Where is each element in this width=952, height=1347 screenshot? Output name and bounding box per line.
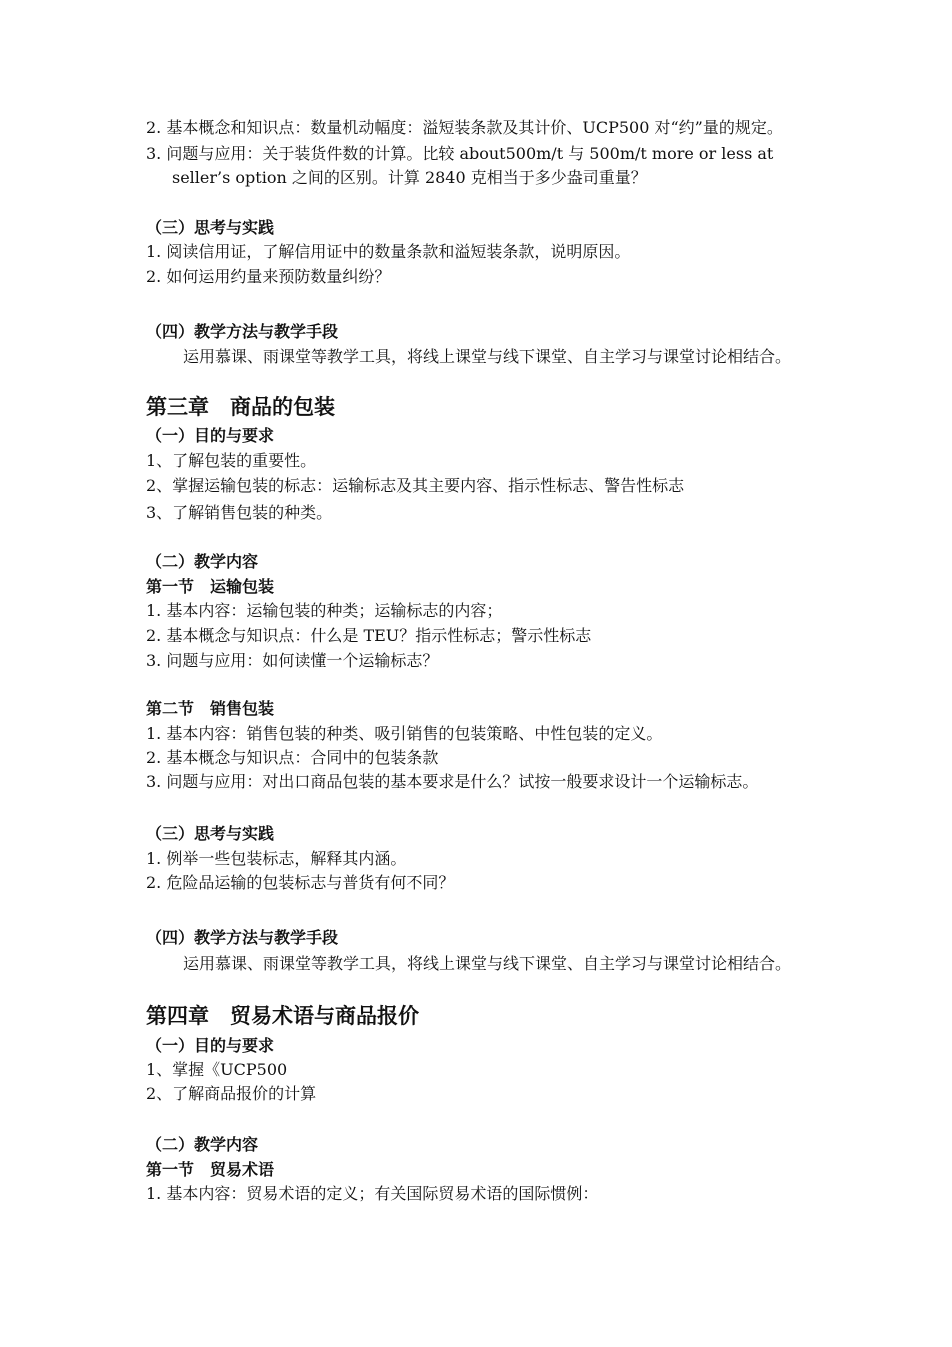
section-heading: （四）教学方法与教学手段 xyxy=(146,322,339,341)
text-line: 1. 基本内容：销售包装的种类、吸引销售的包装策略、中性包装的定义。 xyxy=(146,724,663,743)
text-line: 1. 阅读信用证，了解信用证中的数量条款和溢短装条款，说明原因。 xyxy=(146,242,631,261)
text-line: 1、了解包装的重要性。 xyxy=(146,451,317,470)
text-line: 1. 基本内容：贸易术语的定义；有关国际贸易术语的国际惯例： xyxy=(146,1184,599,1203)
text-line: 3. 问题与应用：如何读懂一个运输标志？ xyxy=(146,651,439,670)
section-heading: （一）目的与要求 xyxy=(146,426,275,445)
chapter-title: 第三章 商品的包装 xyxy=(146,394,335,419)
section-heading: （三）思考与实践 xyxy=(146,218,275,237)
text-line: 2. 基本概念和知识点：数量机动幅度：溢短装条款及其计价、UCP500 对“约”量的规定。 xyxy=(146,118,783,137)
section-heading: （二）教学内容 xyxy=(146,1135,259,1154)
text-line: 2、了解商品报价的计算 xyxy=(146,1084,317,1103)
text-line: 1. 例举一些包装标志，解释其内涵。 xyxy=(146,849,407,868)
text-line: 3. 问题与应用：对出口商品包装的基本要求是什么？试按一般要求设计一个运输标志。 xyxy=(146,772,759,791)
text-line: 1、掌握《UCP500 xyxy=(146,1060,288,1079)
subsection-heading: 第一节 贸易术语 xyxy=(146,1160,275,1179)
text-line: 2、掌握运输包装的标志：运输标志及其主要内容、指示性标志、警告性标志 xyxy=(146,476,685,495)
chapter-title: 第四章 贸易术语与商品报价 xyxy=(146,1003,419,1028)
text-line: 2. 基本概念与知识点：什么是 TEU？指示性标志；警示性标志 xyxy=(146,626,592,645)
text-line: seller’s option 之间的区别。计算 2840 克相当于多少盎司重量？ xyxy=(172,168,647,187)
section-heading: （三）思考与实践 xyxy=(146,824,275,843)
text-line: 1. 基本内容：运输包装的种类；运输标志的内容； xyxy=(146,601,503,620)
text-line: 2. 危险品运输的包装标志与普货有何不同？ xyxy=(146,873,455,892)
text-line: 2. 如何运用约量来预防数量纠纷？ xyxy=(146,267,391,286)
subsection-heading: 第二节 销售包装 xyxy=(146,699,275,718)
text-line: 2. 基本概念与知识点：合同中的包装条款 xyxy=(146,748,439,767)
text-line: 3、了解销售包装的种类。 xyxy=(146,503,333,522)
paragraph: 运用慕课、雨课堂等教学工具，将线上课堂与线下课堂、自主学习与课堂讨论相结合。 xyxy=(183,347,792,366)
subsection-heading: 第一节 运输包装 xyxy=(146,577,275,596)
text-line: 3. 问题与应用：关于装货件数的计算。比较 about500m/t 与 500m/t more or less at xyxy=(146,144,774,163)
section-heading: （四）教学方法与教学手段 xyxy=(146,928,339,947)
section-heading: （一）目的与要求 xyxy=(146,1036,275,1055)
section-heading: （二）教学内容 xyxy=(146,552,259,571)
paragraph: 运用慕课、雨课堂等教学工具，将线上课堂与线下课堂、自主学习与课堂讨论相结合。 xyxy=(183,954,792,973)
